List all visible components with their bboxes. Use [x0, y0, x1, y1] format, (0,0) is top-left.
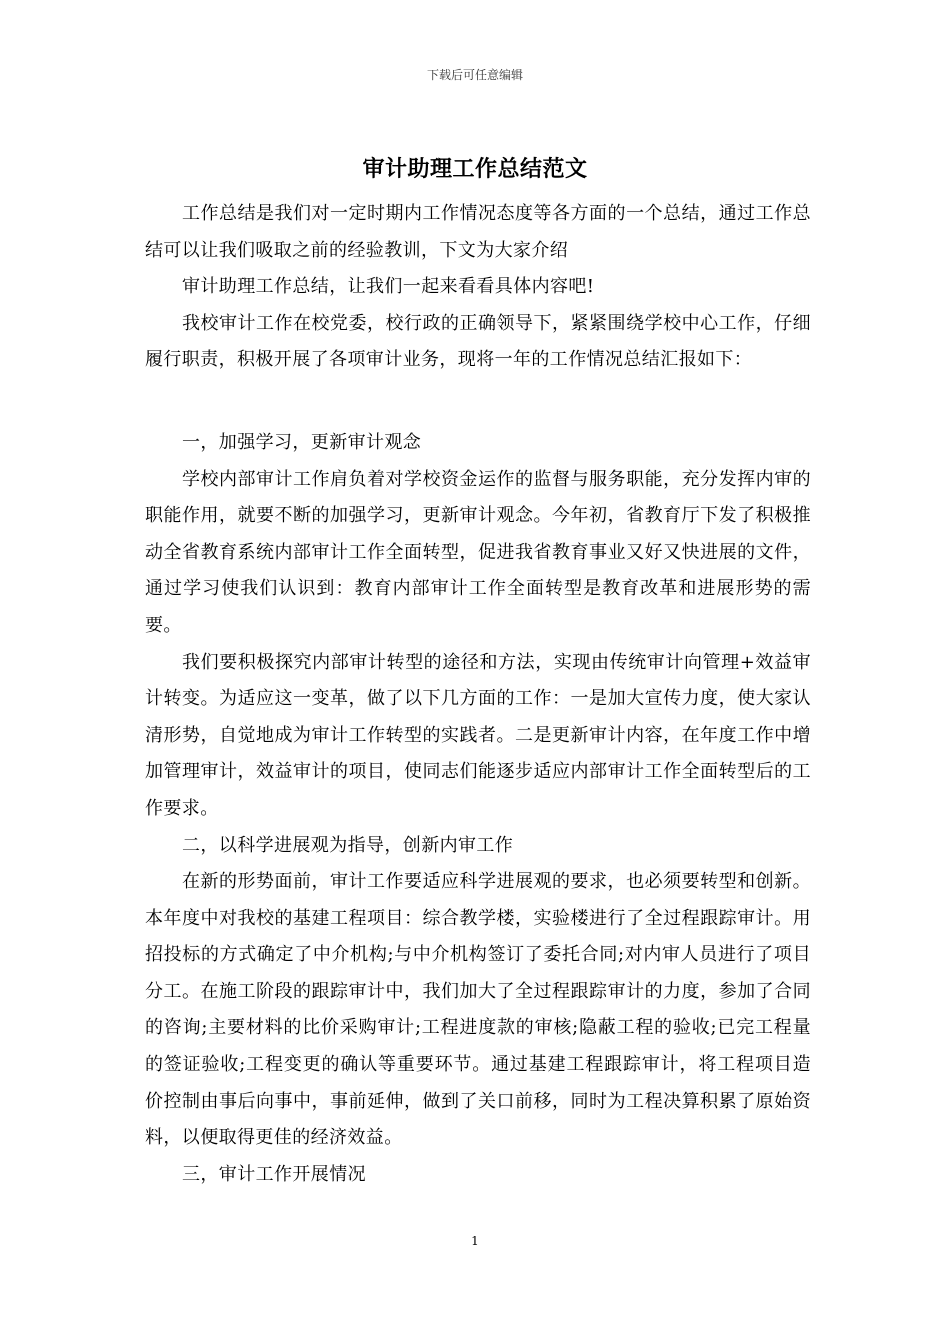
- document-body: [145, 196, 811, 1193]
- paragraph-spacer: [145, 379, 811, 425]
- paragraph-section-1b: 我们要积极探究内部审计转型的途径和方法，实现由传统审计向管理+效益审计转变。为适应这一变革，做了以下几方面的工作：一是加大宣传力度，使大家认清形势，自觉地成为审计工作转型的实践者。二是更新审计内容，在年度工作中增加管理审计，效益审计的项目，使同志们能逐步适应内部审计工作全面转型后的工作要求。: [145, 651, 811, 819]
- paragraph-intro: 工作总结是我们对一定时期内工作情况态度等各方面的一个总结，通过工作总结可以让我们吸取之前的经验教训，下文为大家介绍: [145, 203, 811, 261]
- document-title: 审计助理工作总结范文: [362, 157, 588, 182]
- paragraph-section-2: 在新的形势面前，审计工作要适应科学进展观的要求，也必须要转型和创新。本年度中对我校的基建工程项目：综合教学楼，实验楼进行了全过程跟踪审计。用招投标的方式确定了中介机构;与中介机构签订了委托合同;对内审人员进行了项目分工。在施工阶段的跟踪审计中，我们加大了全过程跟踪审计的力度，参加了合同的咨询;主要材料的比价采购审计;工程进度款的审核;隐蔽工程的验收;已完工程量的签证验收;工程变更的确认等重要环节。通过基建工程跟踪审计，将工程项目造价控制由事后向事中，事前延伸，做到了关口前移，同时为工程决算积累了原始资料，以便取得更佳的经济效益。: [145, 871, 811, 1149]
- page-number: 1: [471, 1234, 479, 1248]
- paragraph-overview: 我校审计工作在校党委，校行政的正确领导下，紧紧围绕学校中心工作，仔细履行职责，积极开展了各项审计业务，现将一年的工作情况总结汇报如下：: [145, 312, 811, 371]
- section-heading-1: 一，加强学习，更新审计观念: [182, 431, 422, 453]
- section-heading-3: 三，审计工作开展情况: [182, 1163, 366, 1185]
- paragraph-section-1a: 学校内部审计工作肩负着对学校资金运作的监督与服务职能，充分发挥内审的职能作用，就要不断的加强学习，更新审计观念。今年初，省教育厅下发了积极推动全省教育系统内部审计工作全面转型，促进我省教育事业又好又快进展的文件，通过学习使我们认识到：教育内部审计工作全面转型是教育改革和进展形势的需要。: [145, 468, 811, 636]
- section-heading-2: 二，以科学进展观为指导，创新内审工作: [182, 834, 514, 856]
- header-note: 下载后可任意编辑: [426, 68, 523, 82]
- paragraph-intro-continued: 审计助理工作总结，让我们一起来看看具体内容吧!: [182, 276, 595, 298]
